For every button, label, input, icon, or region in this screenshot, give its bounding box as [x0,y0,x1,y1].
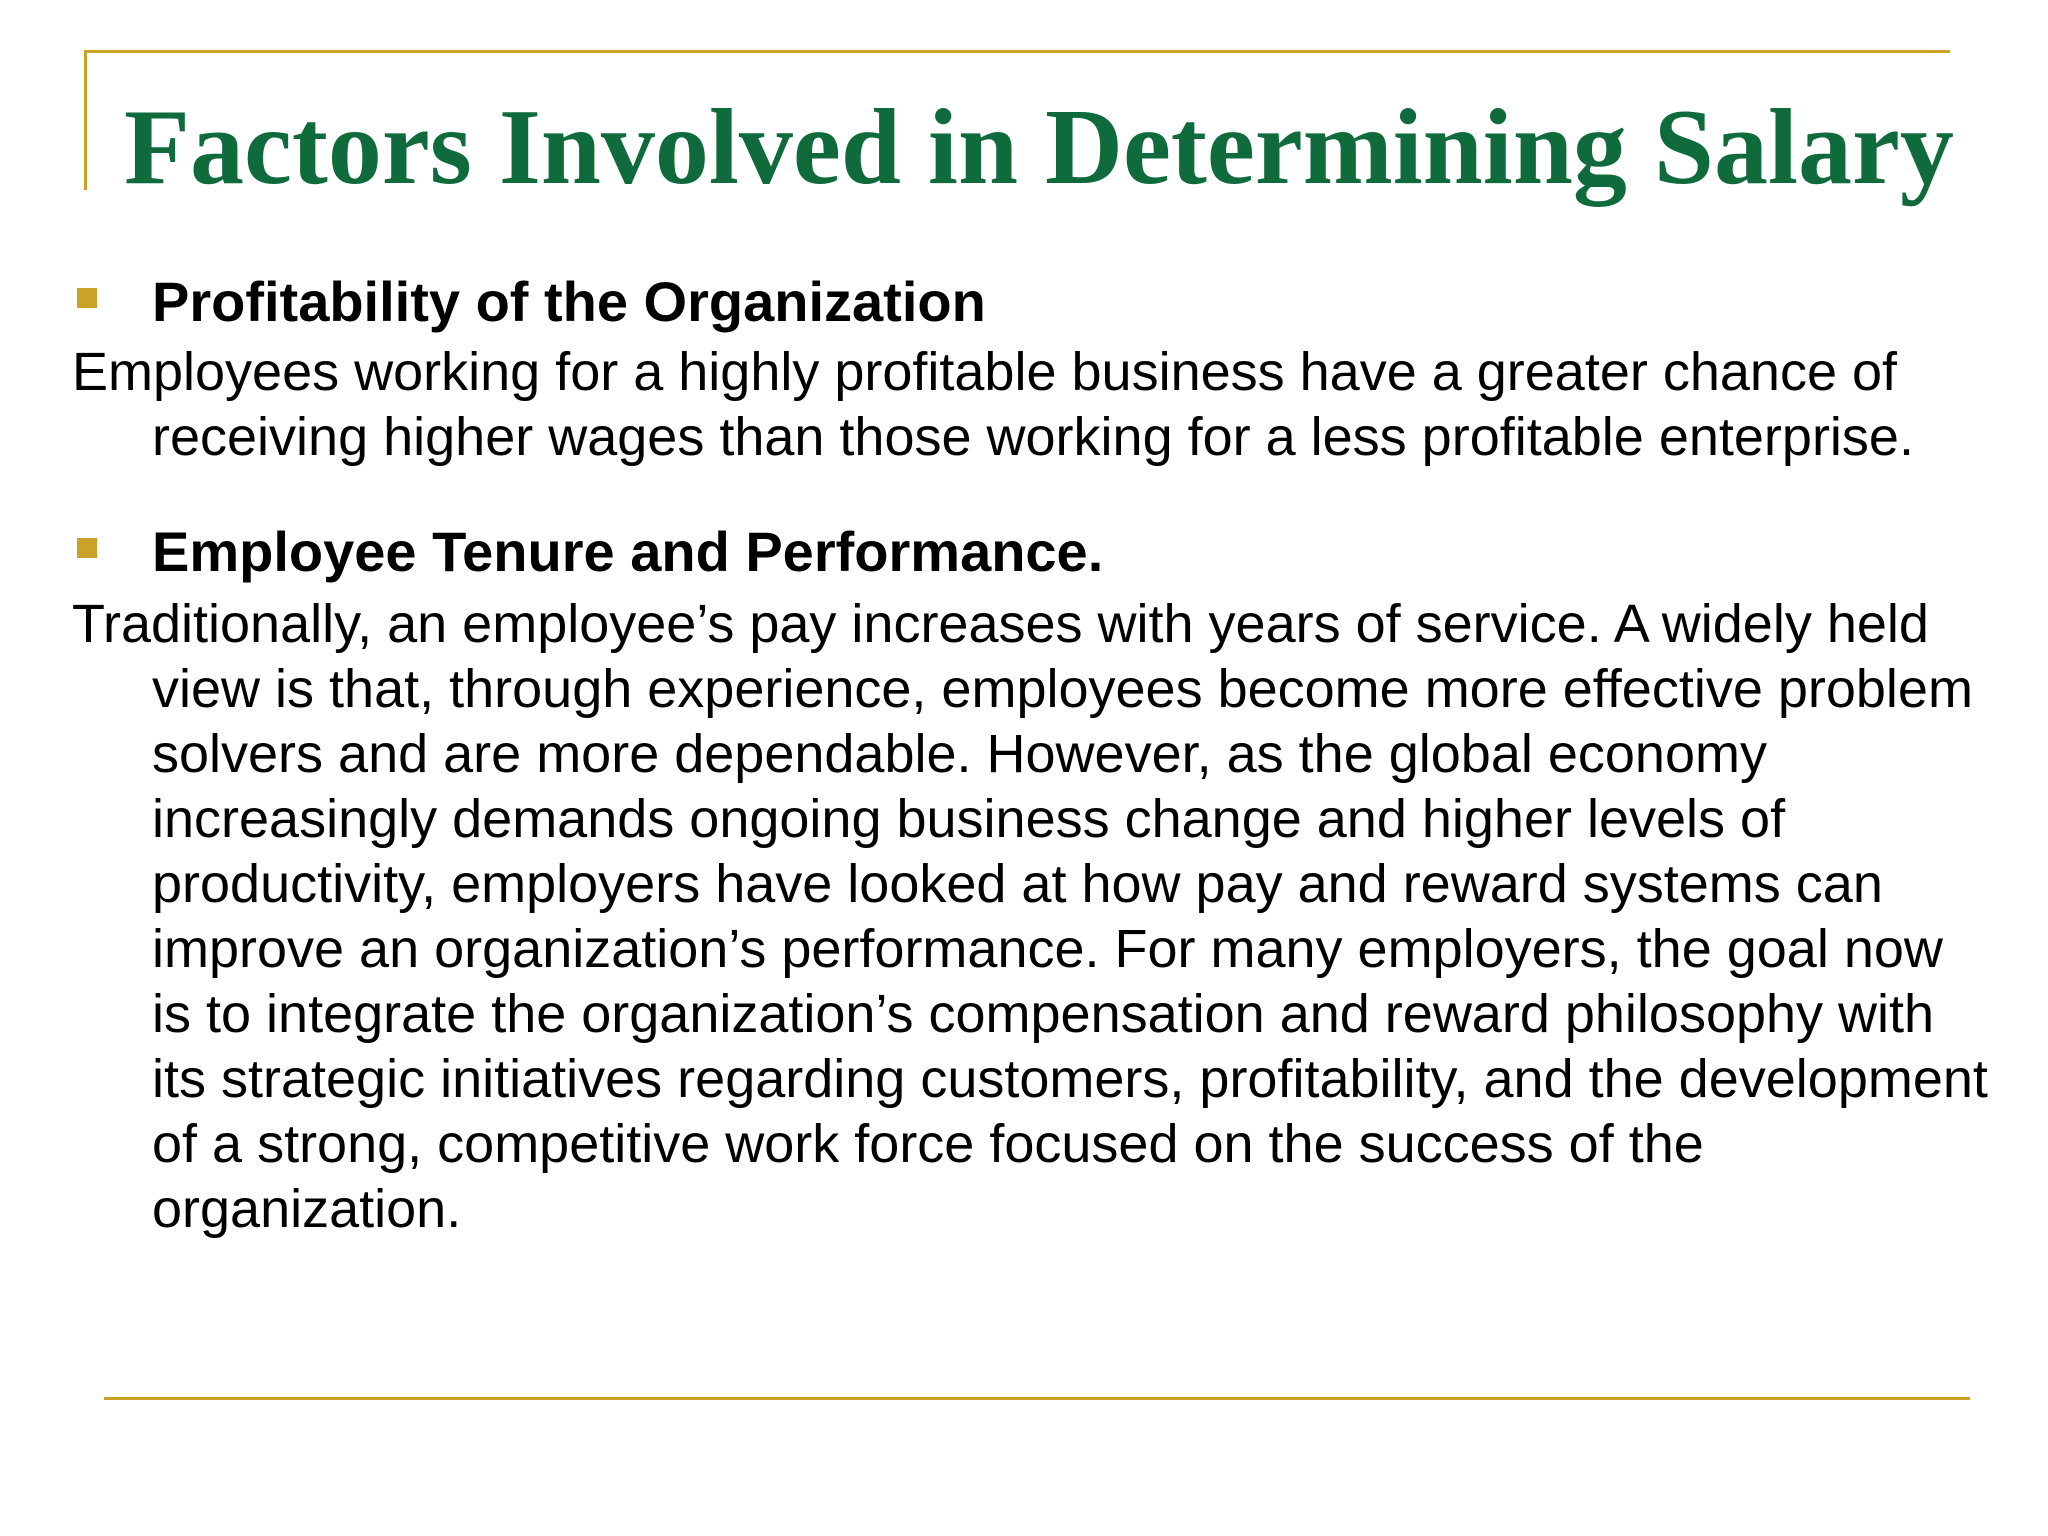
section-heading-label: Profitability of the Organization [152,270,986,333]
section-body-tenure: Traditionally, an employee’s pay increases with years of service. A widely held view is that, through experience, employees become more effective problem solvers and are more dependable. However, as the global economy increasingly demands ongoing business change and higher levels of productivity, employers have looked at how pay and reward systems can improve an organization’s performance. For many employers, the goal now is to integrate the organization’s compensation and reward philosophy with its strategic initiatives regarding customers, profitability, and the development of a strong, competitive work force focused on the success of the organization. [72,594,1988,1239]
section-body-profitability: Employees working for a highly profitable business have a greater chance of receiving higher wages than those working for a less profitable enterprise. [72,342,1914,467]
slide-title: Factors Involved in Determining Salary [124,88,1954,207]
top-rule [84,50,1950,53]
slide-body [72,266,1992,1242]
bottom-rule [104,1397,1970,1400]
section-heading-tenure [72,516,1992,588]
left-rule [84,50,87,190]
square-bullet-icon [77,538,97,558]
section-heading-label: Employee Tenure and Performance. [152,520,1104,583]
section-heading-profitability [72,266,1992,338]
square-bullet-icon [77,288,97,308]
